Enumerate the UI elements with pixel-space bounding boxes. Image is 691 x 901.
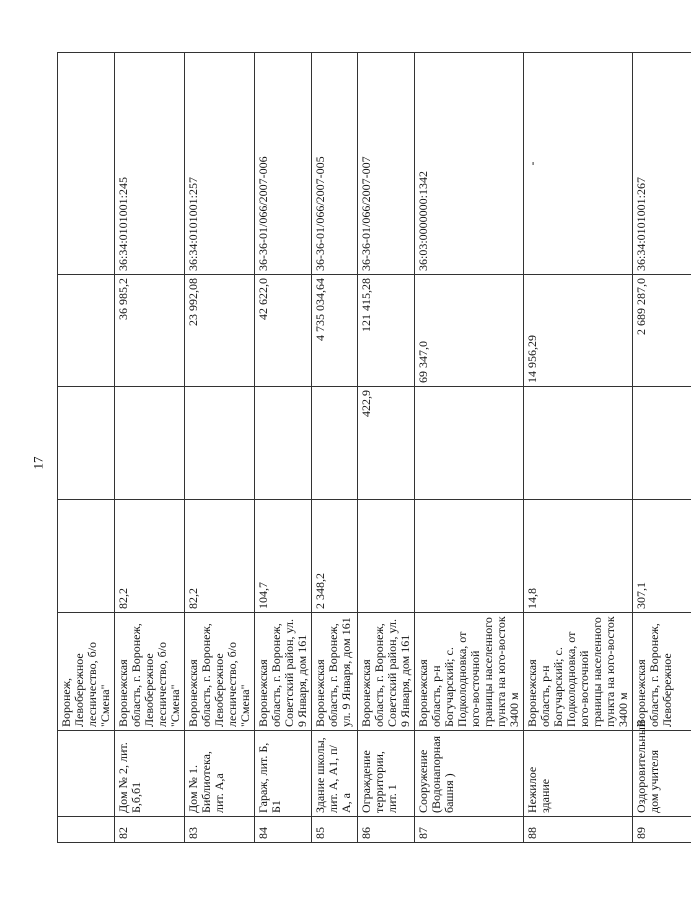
cell-address: Воронежская область, г. Воронеж, Советский район, ул. 9 Января, дом 161 [255,613,312,731]
cell-length [633,387,691,500]
cell-length [312,387,358,500]
cell-number: 85 [312,817,358,843]
cell-cadastral [58,53,115,275]
cell-address: Воронеж, Левобережное лесничество, б/о "Смена" [58,613,115,731]
table-row [415,53,524,843]
cell-cost: 69 347,0 [415,275,524,387]
cell-cadastral: 36-36-01/066/2007-007 [358,53,415,275]
cell-area: 82,2 [185,500,255,613]
cell-name: Нежилое здание [524,731,633,817]
cell-length [185,387,255,500]
cell-name: Дом № 2, лит. Б,б,б1 [115,731,185,817]
cell-address: Воронежская область, г. Воронеж, Левобережное лесничество, б/о "Смена" [115,613,185,731]
cell-area: 82,2 [115,500,185,613]
cell-number: 83 [185,817,255,843]
cell-number: 88 [524,817,633,843]
cell-name: Оздоровительный дом учителя [633,731,691,817]
cell-area: 14,8 [524,500,633,613]
table-row [115,53,185,843]
cell-cadastral: 36:03:0000000:1342 [415,53,524,275]
cell-number: 84 [255,817,312,843]
cell-address: Воронежская область, г. Воронеж, Левобережное лесничество, б/о "Смена" [185,613,255,731]
cell-cost: 2 689 287,0 [633,275,691,387]
cell-area [415,500,524,613]
cell-length [58,387,115,500]
cell-number: 87 [415,817,524,843]
rotated-page-content [57,53,674,843]
cell-cadastral: 36-36-01/066/2007-006 [255,53,312,275]
cell-name: Гараж, лит. Б, Б1 [255,731,312,817]
table-row [185,53,255,843]
cell-cost: 121 415,28 [358,275,415,387]
cell-address: Воронежская область, р-н Богучарский; с. Подколодновка, от юго-восточной границы населенного пункта на юго-восток 3400 м [415,613,524,731]
cell-length: 422,9 [358,387,415,500]
cell-cadastral: 36:34:0101001:257 [185,53,255,275]
cell-cadastral: 36:34:0101001:245 [115,53,185,275]
table-row [312,53,358,843]
cell-area: 104,7 [255,500,312,613]
cell-name: Сооружение (Водонапорная башня ) [415,731,524,817]
cell-cost: 23 992,08 [185,275,255,387]
cell-area [358,500,415,613]
cell-area: 2 348,2 [312,500,358,613]
page-number: 17 [30,456,46,470]
cell-number: 86 [358,817,415,843]
cell-name: Дом № 1. Библиотека, лит. А,а [185,731,255,817]
cell-name [58,731,115,817]
property-table [57,52,691,843]
cell-address: Воронежская область, г. Воронеж, ул. 9 Января, дом 161 [312,613,358,731]
cell-cost: 14 956,29 [524,275,633,387]
cell-length [524,387,633,500]
cell-name: Ограждение территории, лит. 1 [358,731,415,817]
cell-address: Воронежская область, р-н Богучарский; с. Подколодновка, от юго-восточной границы населенного пункта на юго-восток 3400 м [524,613,633,731]
cell-cost: 4 735 034,64 [312,275,358,387]
table-row [358,53,415,843]
cell-name: Здание школы, лит. А, А1, п/А, а [312,731,358,817]
cell-cadastral: 36:34:0101001:267 [633,53,691,275]
cell-length [415,387,524,500]
cell-area: 307,1 [633,500,691,613]
cell-length [115,387,185,500]
cell-length [255,387,312,500]
cell-cost [58,275,115,387]
cell-address: Воронежская область, г. Воронеж, Левобережное [633,613,691,731]
cell-area [58,500,115,613]
cell-number [58,817,115,843]
table-row [633,53,691,843]
cell-cadastral: 36-36-01/066/2007-005 [312,53,358,275]
cell-cost: 42 622,0 [255,275,312,387]
table-row [255,53,312,843]
cell-number: 82 [115,817,185,843]
cell-number: 89 [633,817,691,843]
cell-address: Воронежская область, г. Воронеж, Советский район, ул. 9 Января, дом 161 [358,613,415,731]
table-row-continued [58,53,115,843]
cell-cost: 36 985,2 [115,275,185,387]
cell-cadastral: - [524,53,633,275]
table-row [524,53,633,843]
